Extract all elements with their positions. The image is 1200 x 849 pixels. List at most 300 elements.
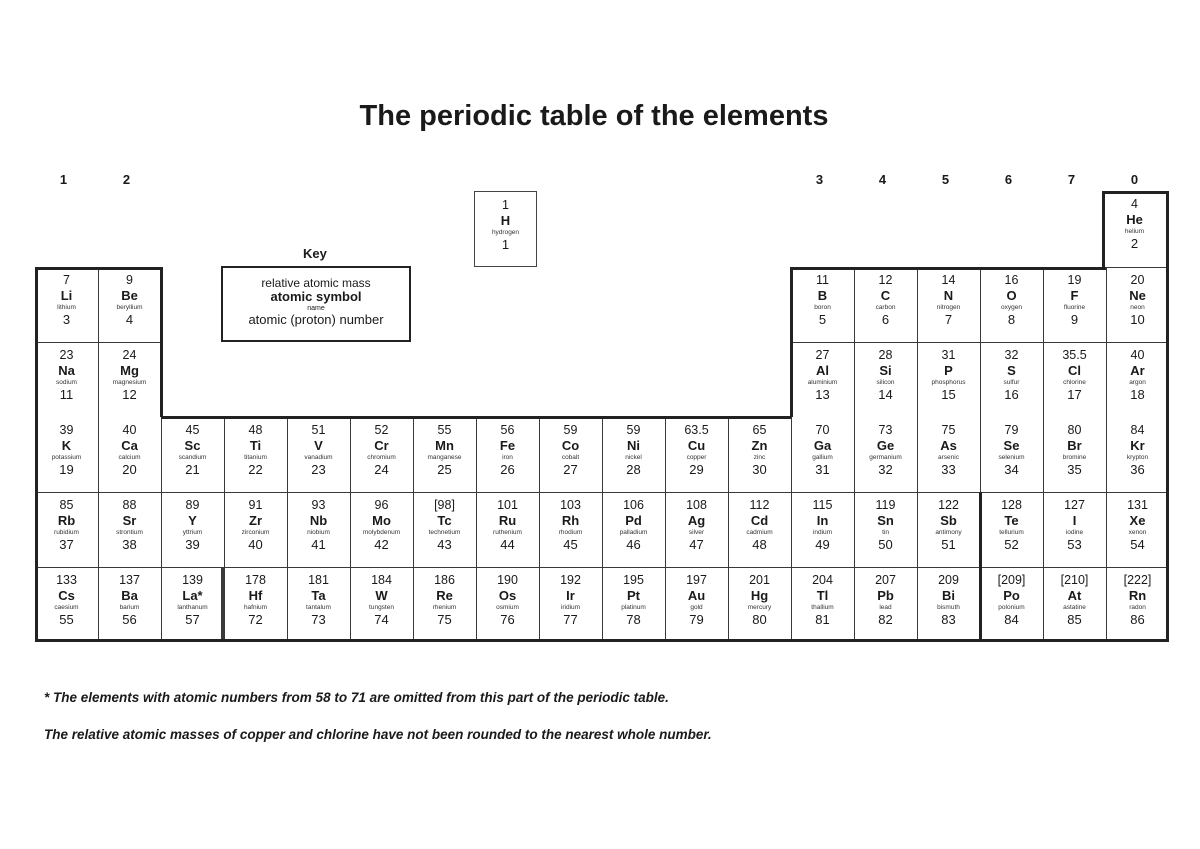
element-mass: 181 <box>308 573 329 587</box>
element-number: 13 <box>815 387 830 402</box>
element-name: zirconium <box>241 529 270 536</box>
element-number: 37 <box>59 537 74 552</box>
element-name: hafnium <box>243 604 268 611</box>
element-cell-pb <box>854 567 917 642</box>
element-cell-fe <box>476 417 539 492</box>
element-name: neon <box>1130 304 1145 311</box>
element-cell-nb <box>287 492 350 567</box>
element-mass: 101 <box>497 498 518 512</box>
element-symbol: Se <box>1003 438 1020 453</box>
element-cell-ir <box>539 567 602 642</box>
outline <box>35 267 161 270</box>
element-mass: 204 <box>812 573 833 587</box>
element-symbol: Fe <box>499 438 516 453</box>
group-label: 6 <box>1004 172 1013 187</box>
element-number: 47 <box>689 537 704 552</box>
key-mass-label: relative atomic mass <box>261 276 371 290</box>
element-mass: 131 <box>1127 498 1148 512</box>
element-cell-b <box>791 267 854 342</box>
element-number: 39 <box>185 537 200 552</box>
element-number: 45 <box>563 537 578 552</box>
element-cell-sc <box>161 417 224 492</box>
element-cell-po <box>980 567 1043 642</box>
element-name: nickel <box>625 454 642 461</box>
element-symbol: Ta <box>311 588 326 603</box>
element-symbol: Au <box>687 588 706 603</box>
element-number: 16 <box>1004 387 1019 402</box>
element-mass: 184 <box>371 573 392 587</box>
element-number: 86 <box>1130 612 1145 627</box>
outline <box>791 267 1106 270</box>
element-name: fluorine <box>1063 304 1086 311</box>
element-cell-cu <box>665 417 728 492</box>
grid-line <box>917 267 918 642</box>
element-name: polonium <box>998 604 1025 611</box>
group-label: 4 <box>878 172 887 187</box>
element-mass: 27 <box>815 348 830 362</box>
element-symbol: Po <box>1003 588 1020 603</box>
element-cell-ta <box>287 567 350 642</box>
element-number: 56 <box>122 612 137 627</box>
element-number: 21 <box>185 462 200 477</box>
element-mass: 112 <box>749 498 770 512</box>
outline <box>35 639 1169 642</box>
element-number: 52 <box>1004 537 1019 552</box>
group-label: 0 <box>1130 172 1139 187</box>
element-name: copper <box>686 454 707 461</box>
element-symbol: As <box>940 438 957 453</box>
element-cell-mn <box>413 417 476 492</box>
element-number: 3 <box>62 312 71 327</box>
element-name: carbon <box>875 304 896 311</box>
element-symbol: Sb <box>940 513 957 528</box>
element-number: 26 <box>500 462 515 477</box>
element-name: phosphorus <box>931 379 966 386</box>
element-cell-bi <box>917 567 980 642</box>
element-cell-h <box>474 191 537 267</box>
element-cell-au <box>665 567 728 642</box>
element-cell-rb <box>35 492 98 567</box>
grid-line <box>476 417 477 642</box>
element-symbol: Tl <box>816 588 829 603</box>
outline <box>160 267 163 417</box>
element-name: selenium <box>998 454 1025 461</box>
element-symbol: Co <box>561 438 580 453</box>
element-cell-ne <box>1106 267 1169 342</box>
element-mass: 79 <box>1004 423 1019 437</box>
element-name: iron <box>502 454 513 461</box>
element-cell-w <box>350 567 413 642</box>
element-number: 12 <box>122 387 137 402</box>
element-name: tin <box>882 529 889 536</box>
element-symbol: Sr <box>122 513 137 528</box>
element-mass: 14 <box>941 273 956 287</box>
footnote-rounding: The relative atomic masses of copper and chlorine have not been rounded to the nearest whole number. <box>44 727 712 742</box>
element-name: technetium <box>428 529 461 536</box>
element-mass: 40 <box>1130 348 1145 362</box>
element-symbol: Cl <box>1068 363 1081 378</box>
element-number: 30 <box>752 462 767 477</box>
grid-line <box>1043 267 1044 642</box>
element-name: rhodium <box>558 529 583 536</box>
grid-line <box>413 417 414 642</box>
element-mass: 56 <box>500 423 515 437</box>
element-number: 74 <box>374 612 389 627</box>
element-cell-n <box>917 267 980 342</box>
element-cell-sn <box>854 492 917 567</box>
element-number: 6 <box>881 312 890 327</box>
element-cell-sb <box>917 492 980 567</box>
grid-line <box>791 417 792 642</box>
element-cell-xe <box>1106 492 1169 567</box>
element-cell-hf <box>224 567 287 642</box>
element-name: radon <box>1129 604 1146 611</box>
element-cell-rn <box>1106 567 1169 642</box>
element-mass: 35.5 <box>1062 348 1087 362</box>
element-mass: 178 <box>245 573 266 587</box>
element-cell-he <box>1103 191 1166 267</box>
element-cell-in <box>791 492 854 567</box>
key-number-label: atomic (proton) number <box>248 312 384 327</box>
element-symbol: Zr <box>249 513 262 528</box>
element-name: strontium <box>116 529 143 536</box>
element-symbol: Ar <box>1130 363 1145 378</box>
key-label: Key <box>303 246 327 261</box>
element-mass: 4 <box>1131 197 1138 211</box>
element-symbol: B <box>817 288 828 303</box>
element-number: 82 <box>878 612 893 627</box>
element-number: 78 <box>626 612 641 627</box>
element-symbol: Ne <box>1129 288 1146 303</box>
element-mass: 197 <box>686 573 707 587</box>
element-name: scandium <box>178 454 207 461</box>
element-mass: 85 <box>59 498 74 512</box>
element-cell-kr <box>1106 417 1169 492</box>
element-number: 38 <box>122 537 137 552</box>
group-label: 7 <box>1067 172 1076 187</box>
element-name: tungsten <box>369 604 394 611</box>
grid-line <box>161 417 162 642</box>
element-symbol: Hf <box>248 588 263 603</box>
element-number: 14 <box>878 387 893 402</box>
element-symbol: Na <box>58 363 75 378</box>
element-name: rubidium <box>54 529 79 536</box>
outline <box>790 267 793 417</box>
element-mass: 190 <box>497 573 518 587</box>
element-number: 49 <box>815 537 830 552</box>
element-cell-pd <box>602 492 665 567</box>
element-number: 27 <box>563 462 578 477</box>
element-mass: 115 <box>812 498 833 512</box>
element-symbol: Mn <box>435 438 454 453</box>
element-name: iodine <box>1065 529 1084 536</box>
element-name: magnesium <box>112 379 147 386</box>
element-symbol: Mg <box>120 363 139 378</box>
element-mass: 40 <box>122 423 137 437</box>
element-cell-li <box>35 267 98 342</box>
element-mass: 209 <box>938 573 959 587</box>
element-symbol: Mo <box>372 513 391 528</box>
element-number: 44 <box>500 537 515 552</box>
element-name: mercury <box>747 604 772 611</box>
element-mass: 122 <box>938 498 959 512</box>
element-symbol: H <box>500 213 511 228</box>
element-cell-be <box>98 267 161 342</box>
footnote-omitted-elements: * The elements with atomic numbers from 58 to 71 are omitted from this part of the periodic table. <box>44 690 669 705</box>
element-mass: 24 <box>122 348 137 362</box>
element-cell-br <box>1043 417 1106 492</box>
element-cell-ni <box>602 417 665 492</box>
element-symbol: K <box>61 438 72 453</box>
element-mass: 9 <box>126 273 133 287</box>
group-label: 3 <box>815 172 824 187</box>
element-symbol: Y <box>188 513 197 528</box>
element-number: 57 <box>185 612 200 627</box>
element-cell-co <box>539 417 602 492</box>
element-mass: 23 <box>59 348 74 362</box>
element-name: xenon <box>1128 529 1147 536</box>
element-name: platinum <box>621 604 646 611</box>
element-number: 41 <box>311 537 326 552</box>
element-mass: 20 <box>1130 273 1145 287</box>
element-name: lithium <box>57 304 76 311</box>
element-name: arsenic <box>938 454 959 461</box>
element-name: manganese <box>427 454 462 461</box>
element-symbol: Ga <box>813 438 832 453</box>
element-symbol: Os <box>498 588 517 603</box>
element-name: bromine <box>1062 454 1087 461</box>
element-number: 76 <box>500 612 515 627</box>
element-mass: 16 <box>1004 273 1019 287</box>
element-mass: 59 <box>626 423 641 437</box>
group-label: 2 <box>122 172 131 187</box>
element-cell-se <box>980 417 1043 492</box>
element-name: ruthenium <box>493 529 522 536</box>
element-symbol: He <box>1126 212 1143 227</box>
element-symbol: Pt <box>627 588 640 603</box>
element-cell-cs <box>35 567 98 642</box>
element-number: 17 <box>1067 387 1082 402</box>
element-number: 46 <box>626 537 641 552</box>
element-symbol: Cr <box>374 438 389 453</box>
element-mass: 89 <box>185 498 200 512</box>
grid-line <box>1106 267 1107 642</box>
element-name: caesium <box>54 604 79 611</box>
element-cell-ag <box>665 492 728 567</box>
key-symbol-label: atomic symbol <box>270 289 362 304</box>
element-number: 79 <box>689 612 704 627</box>
element-number: 36 <box>1130 462 1145 477</box>
grid-line <box>728 417 729 642</box>
element-cell-ti <box>224 417 287 492</box>
element-name: niobium <box>307 529 330 536</box>
element-cell-zr <box>224 492 287 567</box>
element-mass: 28 <box>878 348 893 362</box>
element-symbol: Ir <box>566 588 575 603</box>
element-symbol: Zn <box>751 438 768 453</box>
outline <box>35 267 38 642</box>
element-mass: 65 <box>752 423 767 437</box>
element-number: 83 <box>941 612 956 627</box>
element-number: 77 <box>563 612 578 627</box>
element-cell-al <box>791 342 854 417</box>
element-number: 55 <box>59 612 74 627</box>
element-name: aluminium <box>807 379 838 386</box>
element-mass: [98] <box>434 498 455 512</box>
group-label: 5 <box>941 172 950 187</box>
element-name: vanadium <box>304 454 333 461</box>
element-symbol: Xe <box>1129 513 1146 528</box>
element-cell-cd <box>728 492 791 567</box>
element-symbol: W <box>375 588 388 603</box>
outline <box>1102 191 1105 269</box>
element-symbol: Cu <box>687 438 706 453</box>
grid-line <box>287 417 288 642</box>
element-name: iridium <box>560 604 581 611</box>
element-symbol: N <box>943 288 954 303</box>
element-number: 75 <box>437 612 452 627</box>
element-name: potassium <box>51 454 82 461</box>
element-mass: 45 <box>185 423 200 437</box>
element-number: 29 <box>689 462 704 477</box>
element-cell-f <box>1043 267 1106 342</box>
element-symbol: S <box>1007 363 1016 378</box>
element-cell-as <box>917 417 980 492</box>
element-name: boron <box>814 304 831 311</box>
element-cell-tc <box>413 492 476 567</box>
element-mass: 55 <box>437 423 452 437</box>
element-number: 32 <box>878 462 893 477</box>
element-name: silicon <box>876 379 895 386</box>
element-mass: 73 <box>878 423 893 437</box>
element-number: 73 <box>311 612 326 627</box>
element-symbol: Ti <box>249 438 262 453</box>
element-symbol: Ge <box>876 438 895 453</box>
element-symbol: P <box>944 363 953 378</box>
element-number: 9 <box>1070 312 1079 327</box>
element-mass: 96 <box>374 498 389 512</box>
key-box <box>221 266 411 342</box>
element-number: 25 <box>437 462 452 477</box>
element-cell-pt <box>602 567 665 642</box>
element-cell-ge <box>854 417 917 492</box>
element-name: silver <box>688 529 705 536</box>
element-symbol: Nb <box>309 513 328 528</box>
element-number: 10 <box>1130 312 1145 327</box>
element-number: 72 <box>248 612 263 627</box>
element-symbol: Cd <box>750 513 769 528</box>
element-cell-sr <box>98 492 161 567</box>
element-cell-ar <box>1106 342 1169 417</box>
element-name: sodium <box>56 379 77 386</box>
element-name: gallium <box>812 454 833 461</box>
element-symbol: Kr <box>1130 438 1145 453</box>
element-number: 24 <box>374 462 389 477</box>
element-number: 20 <box>122 462 137 477</box>
element-number: 7 <box>944 312 953 327</box>
element-name: tantalum <box>306 604 331 611</box>
element-cell-hg <box>728 567 791 642</box>
element-number: 19 <box>59 462 74 477</box>
element-number: 81 <box>815 612 830 627</box>
grid-line <box>665 417 666 642</box>
element-symbol: Br <box>1067 438 1082 453</box>
element-name: cobalt <box>561 454 580 461</box>
element-mass: 63.5 <box>684 423 709 437</box>
element-symbol: Pb <box>877 588 894 603</box>
element-number: 54 <box>1130 537 1145 552</box>
element-mass: 186 <box>434 573 455 587</box>
element-symbol: Rh <box>561 513 580 528</box>
grid-line <box>854 267 855 642</box>
element-cell-cl <box>1043 342 1106 417</box>
outline <box>1166 191 1169 642</box>
element-number: 33 <box>941 462 956 477</box>
element-name: molybdenum <box>362 529 401 536</box>
element-cell-ru <box>476 492 539 567</box>
element-mass: 39 <box>59 423 74 437</box>
element-symbol: Tc <box>437 513 452 528</box>
element-name: calcium <box>118 454 141 461</box>
element-symbol: Si <box>879 363 892 378</box>
element-mass: 1 <box>502 198 509 212</box>
element-mass: [222] <box>1123 573 1152 587</box>
element-number: 34 <box>1004 462 1019 477</box>
element-mass: [210] <box>1060 573 1089 587</box>
element-symbol: Ni <box>627 438 640 453</box>
element-name: antimony <box>935 529 962 536</box>
element-symbol: Te <box>1004 513 1019 528</box>
element-mass: 108 <box>686 498 707 512</box>
element-number: 5 <box>818 312 827 327</box>
element-name: krypton <box>1126 454 1149 461</box>
element-symbol: Pd <box>625 513 642 528</box>
element-mass: 19 <box>1067 273 1082 287</box>
element-name: hydrogen <box>491 229 520 236</box>
element-mass: 52 <box>374 423 389 437</box>
element-name: tellurium <box>999 529 1024 536</box>
element-symbol: Re <box>436 588 453 603</box>
element-mass: 127 <box>1064 498 1085 512</box>
element-number: 51 <box>941 537 956 552</box>
grid-line <box>350 417 351 642</box>
element-name: cadmium <box>746 529 773 536</box>
element-symbol: La* <box>182 588 203 603</box>
element-number: 31 <box>815 462 830 477</box>
element-symbol: Cs <box>58 588 75 603</box>
outline <box>1103 191 1166 194</box>
element-name: titanium <box>244 454 267 461</box>
element-name: germanium <box>869 454 902 461</box>
element-cell-k <box>35 417 98 492</box>
element-name: thallium <box>811 604 834 611</box>
element-name: osmium <box>496 604 519 611</box>
element-name: zinc <box>753 454 766 461</box>
element-mass: 7 <box>63 273 70 287</box>
element-cell-mg <box>98 342 161 417</box>
element-mass: 201 <box>749 573 770 587</box>
element-mass: 119 <box>875 498 896 512</box>
element-cell-zn <box>728 417 791 492</box>
element-mass: 59 <box>563 423 578 437</box>
element-mass: 31 <box>941 348 956 362</box>
element-number: 43 <box>437 537 452 552</box>
element-symbol: Ru <box>498 513 517 528</box>
element-symbol: Ba <box>121 588 138 603</box>
element-cell-ga <box>791 417 854 492</box>
grid-line <box>539 417 540 642</box>
element-symbol: Ca <box>121 438 138 453</box>
